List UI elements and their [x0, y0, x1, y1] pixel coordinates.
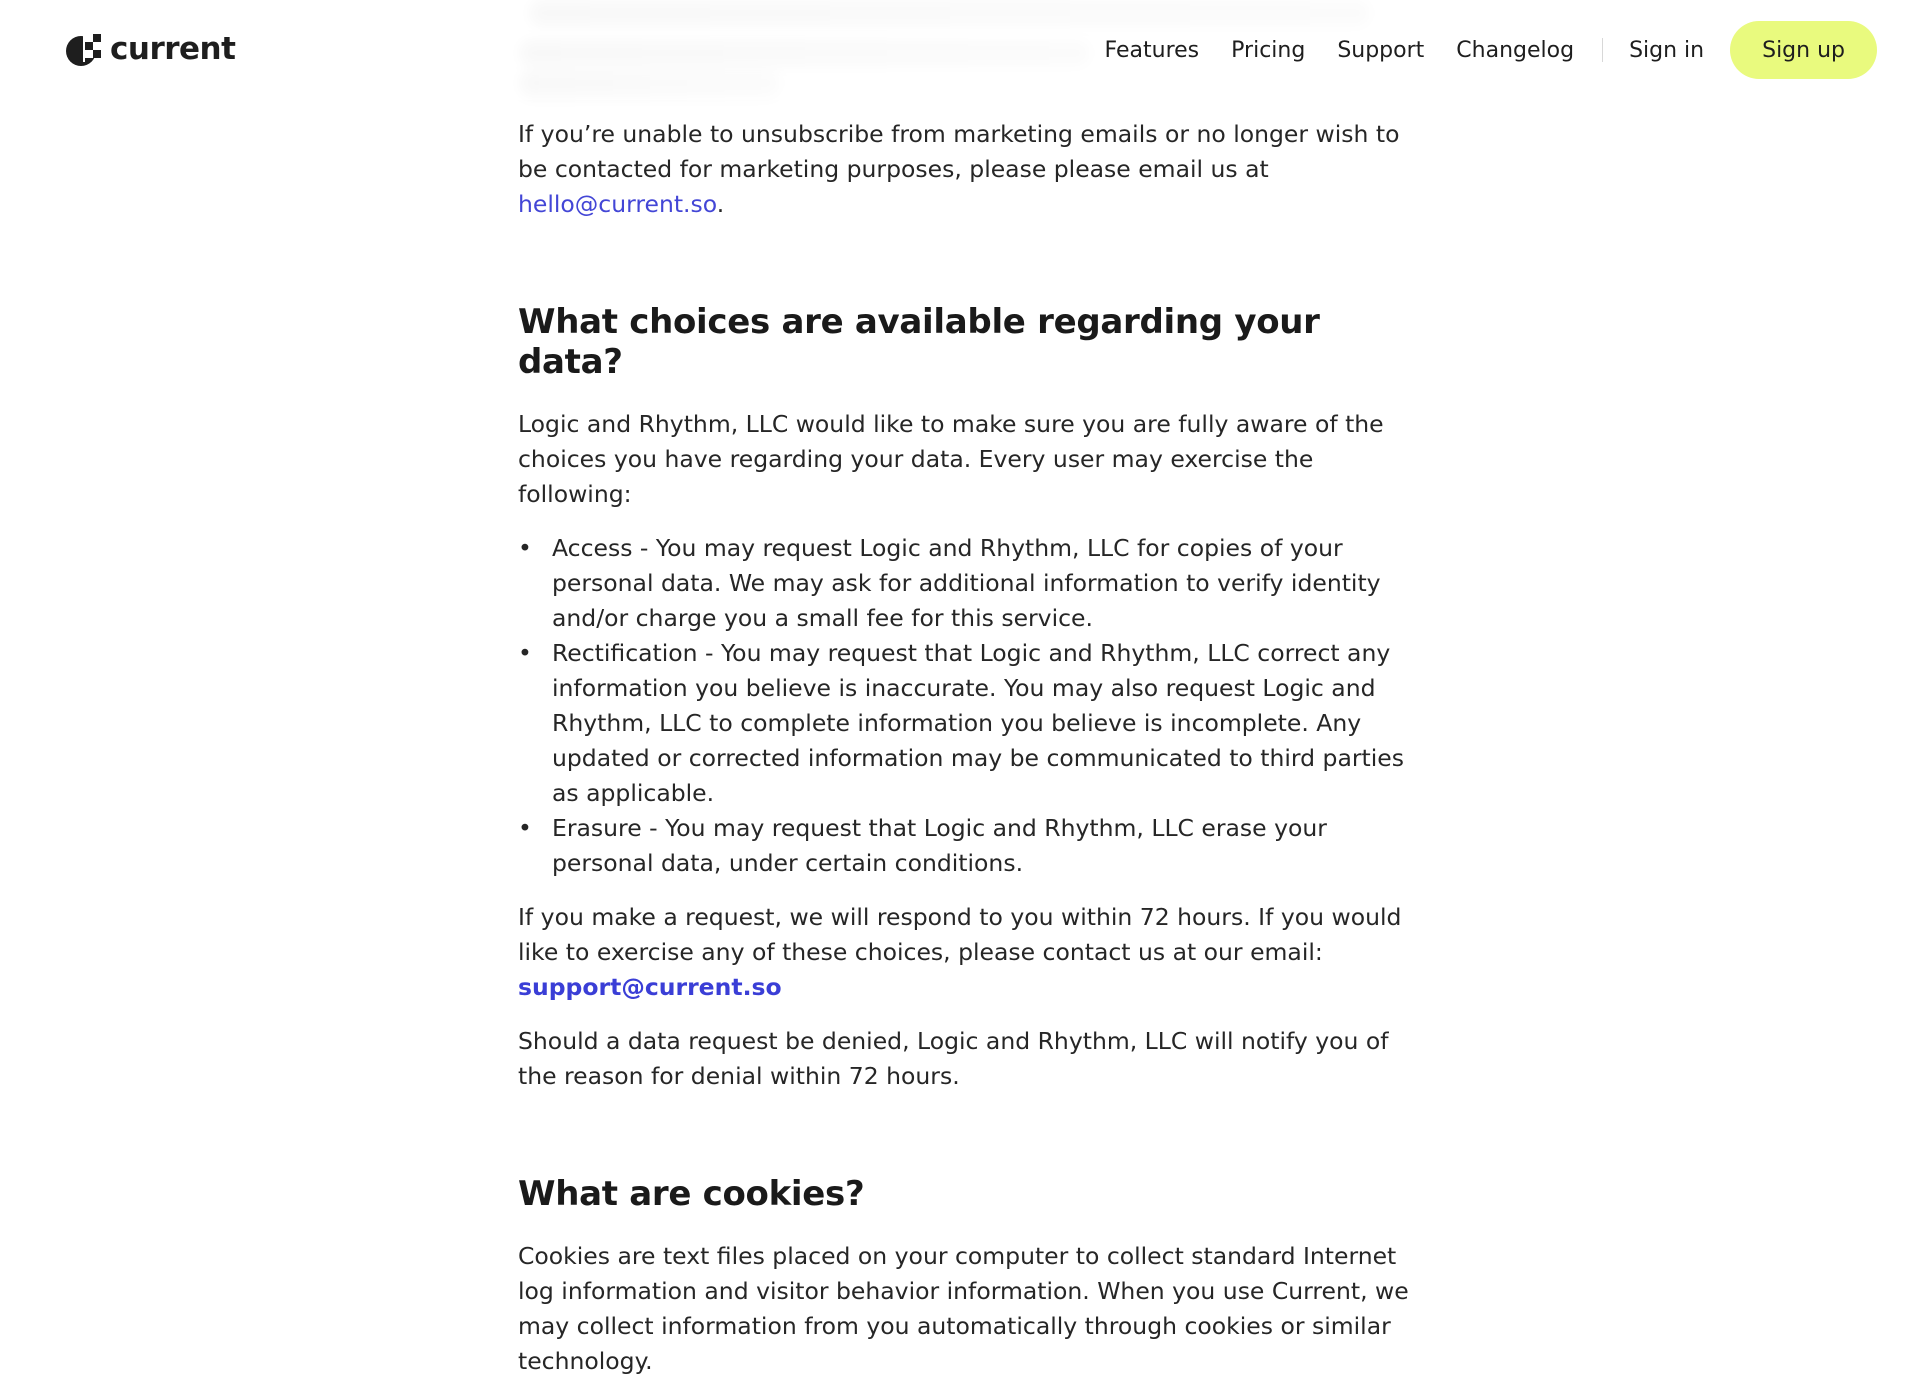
current-logo-icon [64, 30, 102, 68]
list-item-access [518, 531, 1428, 636]
list-item-text: Access - You may request Logic and Rhythm, LLC for copies of your personal data. We may ask for additional information to verify identity and/or charge you a small fee for this service. [552, 534, 1381, 632]
support-email-link[interactable]: support@current.so [518, 973, 782, 1001]
cookies-heading: What are cookies? [518, 1174, 865, 1214]
nav-pricing[interactable]: Pricing [1231, 37, 1306, 63]
sign-up-button[interactable]: Sign up [1730, 21, 1877, 79]
list-item-text: Erasure - You may request that Logic and Rhythm, LLC erase your personal data, under certain conditions. [552, 814, 1327, 877]
rights-list [518, 531, 1428, 881]
unsubscribe-paragraph [518, 117, 1428, 222]
request-text: If you make a request, we will respond to you within 72 hours. If you would like to exercise any of these choices, please contact us at our email: [518, 903, 1402, 966]
nav-support[interactable]: Support [1337, 37, 1425, 63]
bullet-icon: • [518, 639, 532, 667]
bullet-icon: • [518, 534, 532, 562]
unsubscribe-text: If you’re unable to unsubscribe from marketing emails or no longer wish to be contacted for marketing purposes, please please email us at [518, 120, 1400, 183]
period: . [716, 190, 725, 218]
main-nav [1105, 21, 1877, 79]
bullet-icon: • [518, 814, 532, 842]
site-header [0, 0, 1920, 100]
choices-heading: What choices are available regarding your data? [518, 302, 1320, 382]
nav-features[interactable]: Features [1104, 37, 1200, 63]
denied-paragraph: Should a data request be denied, Logic and Rhythm, LLC will notify you of the reason for denial within 72 hours. [518, 1027, 1389, 1090]
sign-in-link[interactable]: Sign in [1629, 37, 1705, 63]
list-item-erasure [518, 811, 1428, 881]
choices-intro: Logic and Rhythm, LLC would like to make sure you are fully aware of the choices you have regarding your data. Every user may exercise the following: [518, 410, 1384, 508]
logo-link[interactable] [64, 30, 235, 68]
privacy-content [518, 117, 1428, 1398]
nav-changelog[interactable]: Changelog [1456, 37, 1575, 63]
nav-divider [1602, 38, 1603, 62]
request-paragraph [518, 900, 1428, 1005]
hello-email-link[interactable]: hello@current.so [518, 190, 717, 218]
cookies-paragraph: Cookies are text files placed on your computer to collect standard Internet log information and visitor behavior information. When you use Current, we may collect information from you automatically through cookies or similar technology. [518, 1242, 1409, 1375]
list-item-rectification [518, 636, 1428, 811]
list-item-text: Rectification - You may request that Logic and Rhythm, LLC correct any information you believe is inaccurate. You may also request Logic and Rhythm, LLC to complete information you believe is incomplete. Any updated or corrected information may be communicated to third parties as applicable. [552, 639, 1404, 807]
logo-text: current [110, 31, 236, 67]
